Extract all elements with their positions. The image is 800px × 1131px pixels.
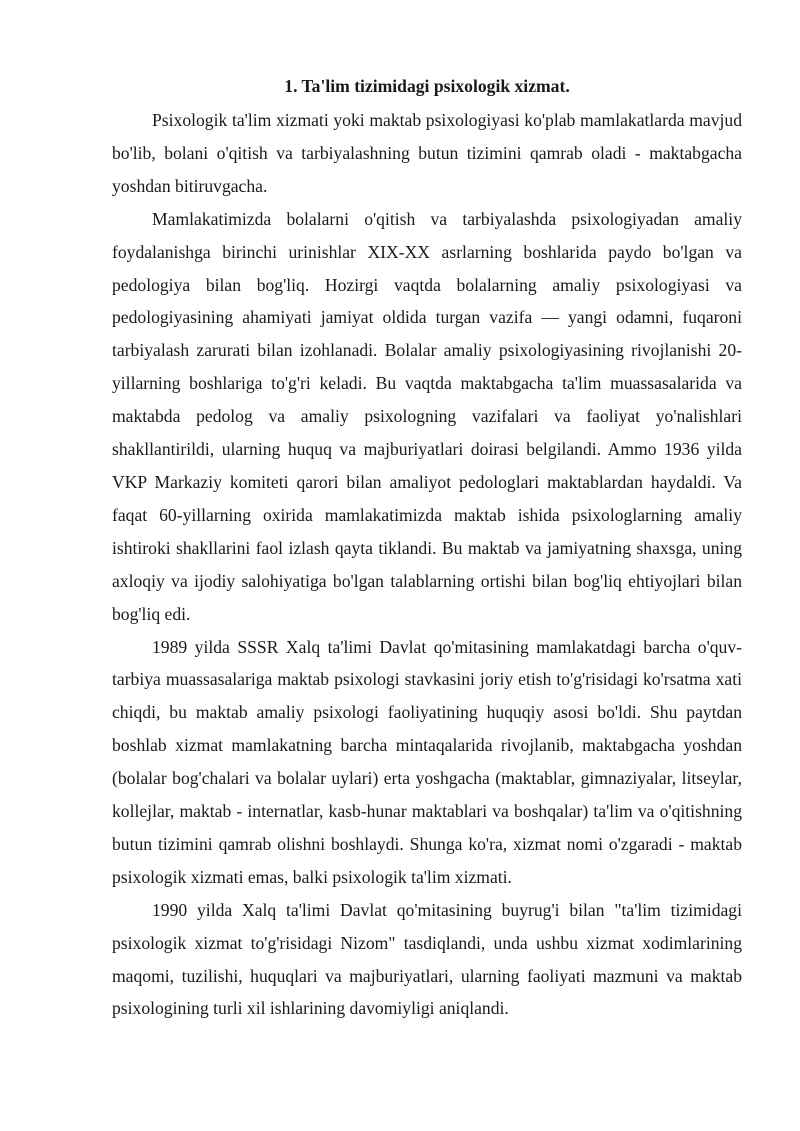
paragraph-3: 1989 yilda SSSR Xalq ta'limi Davlat qo'mitasining mamlakatdagi barcha o'quv-tarbiya muassasalariga maktab psixologi stavkasini joriy etish to'g'risidagi ko'rsatma xati chiqdi, bu maktab amaliy psixologi faoliyatining huquqiy asosi bo'ldi. Shu paytdan boshlab xizmat mamlakatning barcha mintaqalarida rivojlanib, maktabgacha yoshdan (bolalar bog'chalari va bolalar uylari) erta yoshgacha (maktablar, gimnaziyalar, litseylar, kollejlar, maktab - internatlar, kasb-hunar maktablari va boshqalar) ta'lim va o'qitishning butun tizimini qamrab olishni boshlaydi. Shunga ko'ra, xizmat nomi o'zgaradi - maktab psixologik xizmati emas, balki psixologik ta'lim xizmati. xyxy=(112,636,742,887)
paragraph-2: Mamlakatimizda bolalarni o'qitish va tarbiyalashda psixologiyadan amaliy foydalanishga birinchi urinishlar XIX-XX asrlarning boshlarida paydo bo'lgan va pedologiya bilan bog'liq. Hozirgi vaqtda bolalarning amaliy psixologiyasi va pedologiyasining ahamiyati jamiyat oldida turgan vazifa — yangi odamni, fuqaroni tarbiyalash zarurati bilan izohlanadi. Bolalar amaliy psixologiyasining rivojlanishi 20-yillarning boshlariga to'g'ri keladi. Bu vaqtda maktabgacha ta'lim muassasalarida va maktabda pedolog va amaliy psixologning vazifalari va faoliyat yo'nalishlari shakllantirildi, ularning huquq va majburiyatlari doirasi belgilandi. Ammo 1936 yilda VKP Markaziy komiteti qarori bilan amaliyot pedologlari maktablardan haydaldi. Va faqat 60-yillarning oxirida mamlakatimizda maktab ishida psixologlarning amaliy ishtiroki shakllarini faol izlash qayta tiklandi. Bu maktab va jamiyatning shaxsga, uning axloqiy va ijodiy salohiyatiga bo'lgan talablarning ortishi bilan bog'liq ehtiyojlari bilan bog'liq edi. xyxy=(112,208,742,624)
paragraph-1: Psixologik ta'lim xizmati yoki maktab psixologiyasi ko'plab mamlakatlarda mavjud bo'lib, bolani o'qitish va tarbiyalashning butun tizimini qamrab oladi - maktabgacha yoshdan bitiruvgacha. xyxy=(112,110,742,196)
paragraph-4: 1990 yilda Xalq ta'limi Davlat qo'mitasining buyrug'i bilan "ta'lim tizimidagi psixologik xizmat to'g'risidagi Nizom" tasdiqlandi, unda ushbu xizmat xodimlarining maqomi, tuzilishi, huquqlari va majburiyatlari, ularning faoliyati mazmuni va maktab psixologining turli xil ishlarining davomiyligi aniqlandi. xyxy=(112,899,742,1019)
document-page xyxy=(112,68,742,1025)
section-title: 1. Ta'lim tizimidagi psixologik xizmat. xyxy=(284,76,570,96)
